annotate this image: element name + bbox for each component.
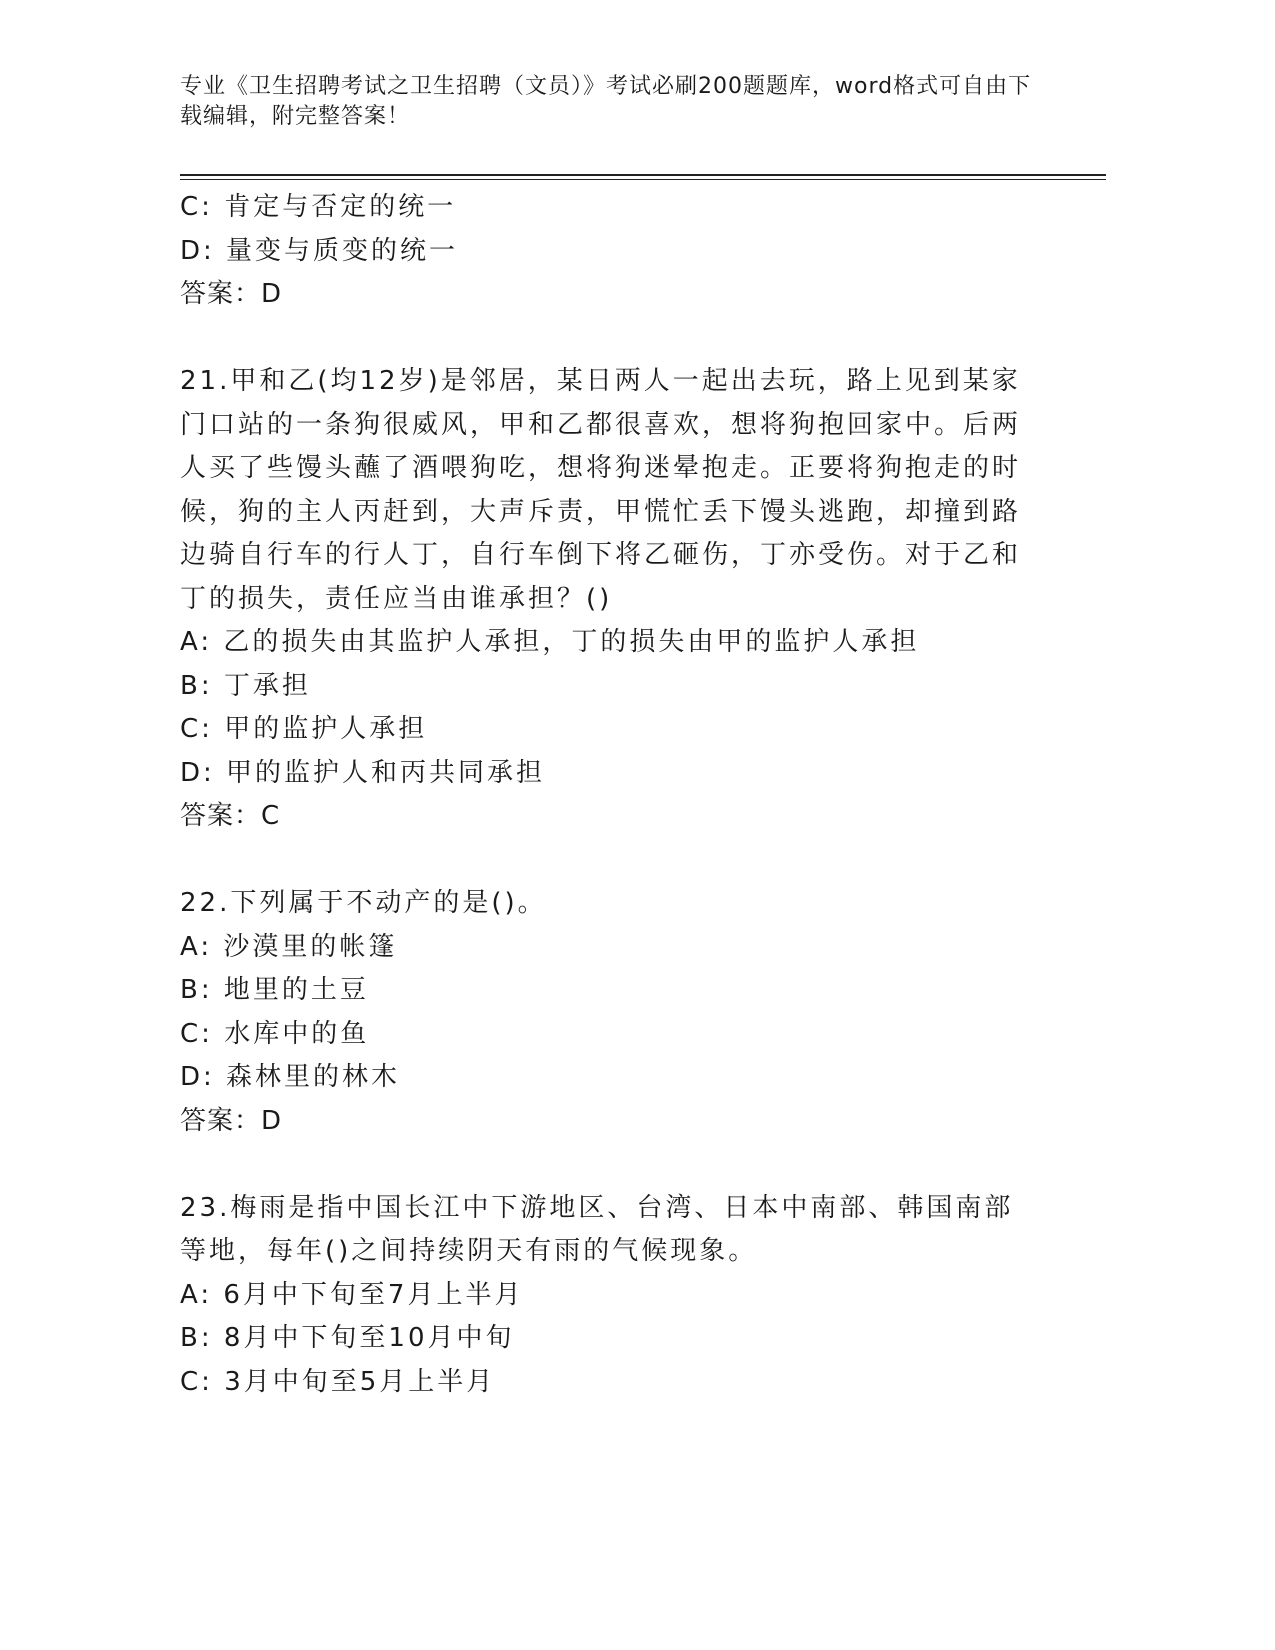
option-text: 3月中旬至5月上半月 (224, 1366, 496, 1397)
question-stem (180, 882, 1040, 926)
option-row (180, 230, 1040, 274)
option-row (180, 1056, 1040, 1100)
question-stem (180, 1187, 1040, 1274)
option-row (180, 665, 1040, 709)
option-text: 甲的监护人和丙共同承担 (226, 757, 546, 788)
question-23 (180, 1187, 1040, 1405)
option-letter: B: (180, 1323, 213, 1353)
option-letter: D: (180, 1062, 215, 1092)
question-stem (180, 360, 1040, 621)
option-row (180, 1274, 1040, 1318)
question-text: 下列属于不动产的是()。 (230, 888, 547, 918)
option-text: 森林里的林木 (226, 1062, 401, 1092)
option-letter: B: (180, 670, 213, 701)
option-text: 丁承担 (223, 670, 311, 701)
option-letter: D: (180, 757, 215, 788)
question-number: 23. (180, 1192, 231, 1223)
answer-line: 答案：D (180, 1105, 283, 1136)
header-title: 专业《卫生招聘考试之卫生招聘（文员）》考试必刷200题题库，word格式可自由下载编辑，附完整答案！ (180, 74, 1032, 129)
option-letter: C: (180, 1366, 213, 1397)
document-body (180, 186, 1040, 1404)
option-letter: A: (180, 931, 213, 962)
option-text: 甲的监护人承担 (224, 714, 428, 744)
option-letter: B: (180, 975, 213, 1005)
option-text: 量变与质变的统一 (226, 235, 459, 266)
option-text: 乙的损失由其监护人承担，丁的损失由甲的监护人承担 (223, 627, 920, 657)
header-rule-thin (180, 179, 1106, 180)
option-row (180, 708, 1040, 752)
option-letter: C: (180, 714, 213, 744)
option-row (180, 1013, 1040, 1057)
option-row (180, 186, 1040, 230)
option-row (180, 969, 1040, 1013)
option-letter: C: (180, 1018, 213, 1049)
option-row (180, 621, 1040, 665)
option-row (180, 1317, 1040, 1361)
option-text: 水库中的鱼 (224, 1018, 370, 1049)
question-text: 梅雨是指中国长江中下游地区、台湾、日本中南部、韩国南部等地，每年()之间持续阴天有雨的气候现象。 (180, 1192, 1014, 1266)
document-header (180, 72, 1040, 132)
option-letter: D: (180, 235, 215, 266)
header-rule-thick (180, 174, 1106, 176)
option-letter: A: (180, 627, 213, 657)
question-number: 22. (180, 888, 231, 918)
question-21 (180, 360, 1040, 839)
option-row (180, 1361, 1040, 1405)
option-letter: C: (180, 192, 213, 222)
option-row (180, 752, 1040, 796)
option-text: 地里的土豆 (223, 975, 369, 1005)
option-text: 6月中下旬至7月上半月 (223, 1279, 524, 1310)
question-22 (180, 882, 1040, 1143)
answer-line: 答案：C (180, 801, 281, 831)
answer-line: 答案：D (180, 279, 283, 309)
carryover-block (180, 186, 1040, 317)
option-letter: A: (180, 1279, 213, 1310)
question-number: 21. (180, 366, 231, 396)
question-text: 甲和乙(均12岁)是邻居，某日两人一起出去玩，路上见到某家门口站的一条狗很威风，甲和乙都很喜欢，想将狗抱回家中。后两人买了些馒头蘸了酒喂狗吃，想将狗迷晕抱走。正要将狗抱走的时候，狗的主人丙赶到，大声斥责，甲慌忙丢下馒头逃跑，却撞到路边骑自行车的行人丁，自行车倒下将乙砸伤，丁亦受伤。对于乙和丁的损失，责任应当由谁承担？() (180, 366, 1022, 614)
option-text: 沙漠里的帐篷 (223, 931, 398, 962)
option-text: 肯定与否定的统一 (224, 192, 457, 222)
option-text: 8月中下旬至10月中旬 (223, 1323, 515, 1353)
option-row (180, 926, 1040, 970)
